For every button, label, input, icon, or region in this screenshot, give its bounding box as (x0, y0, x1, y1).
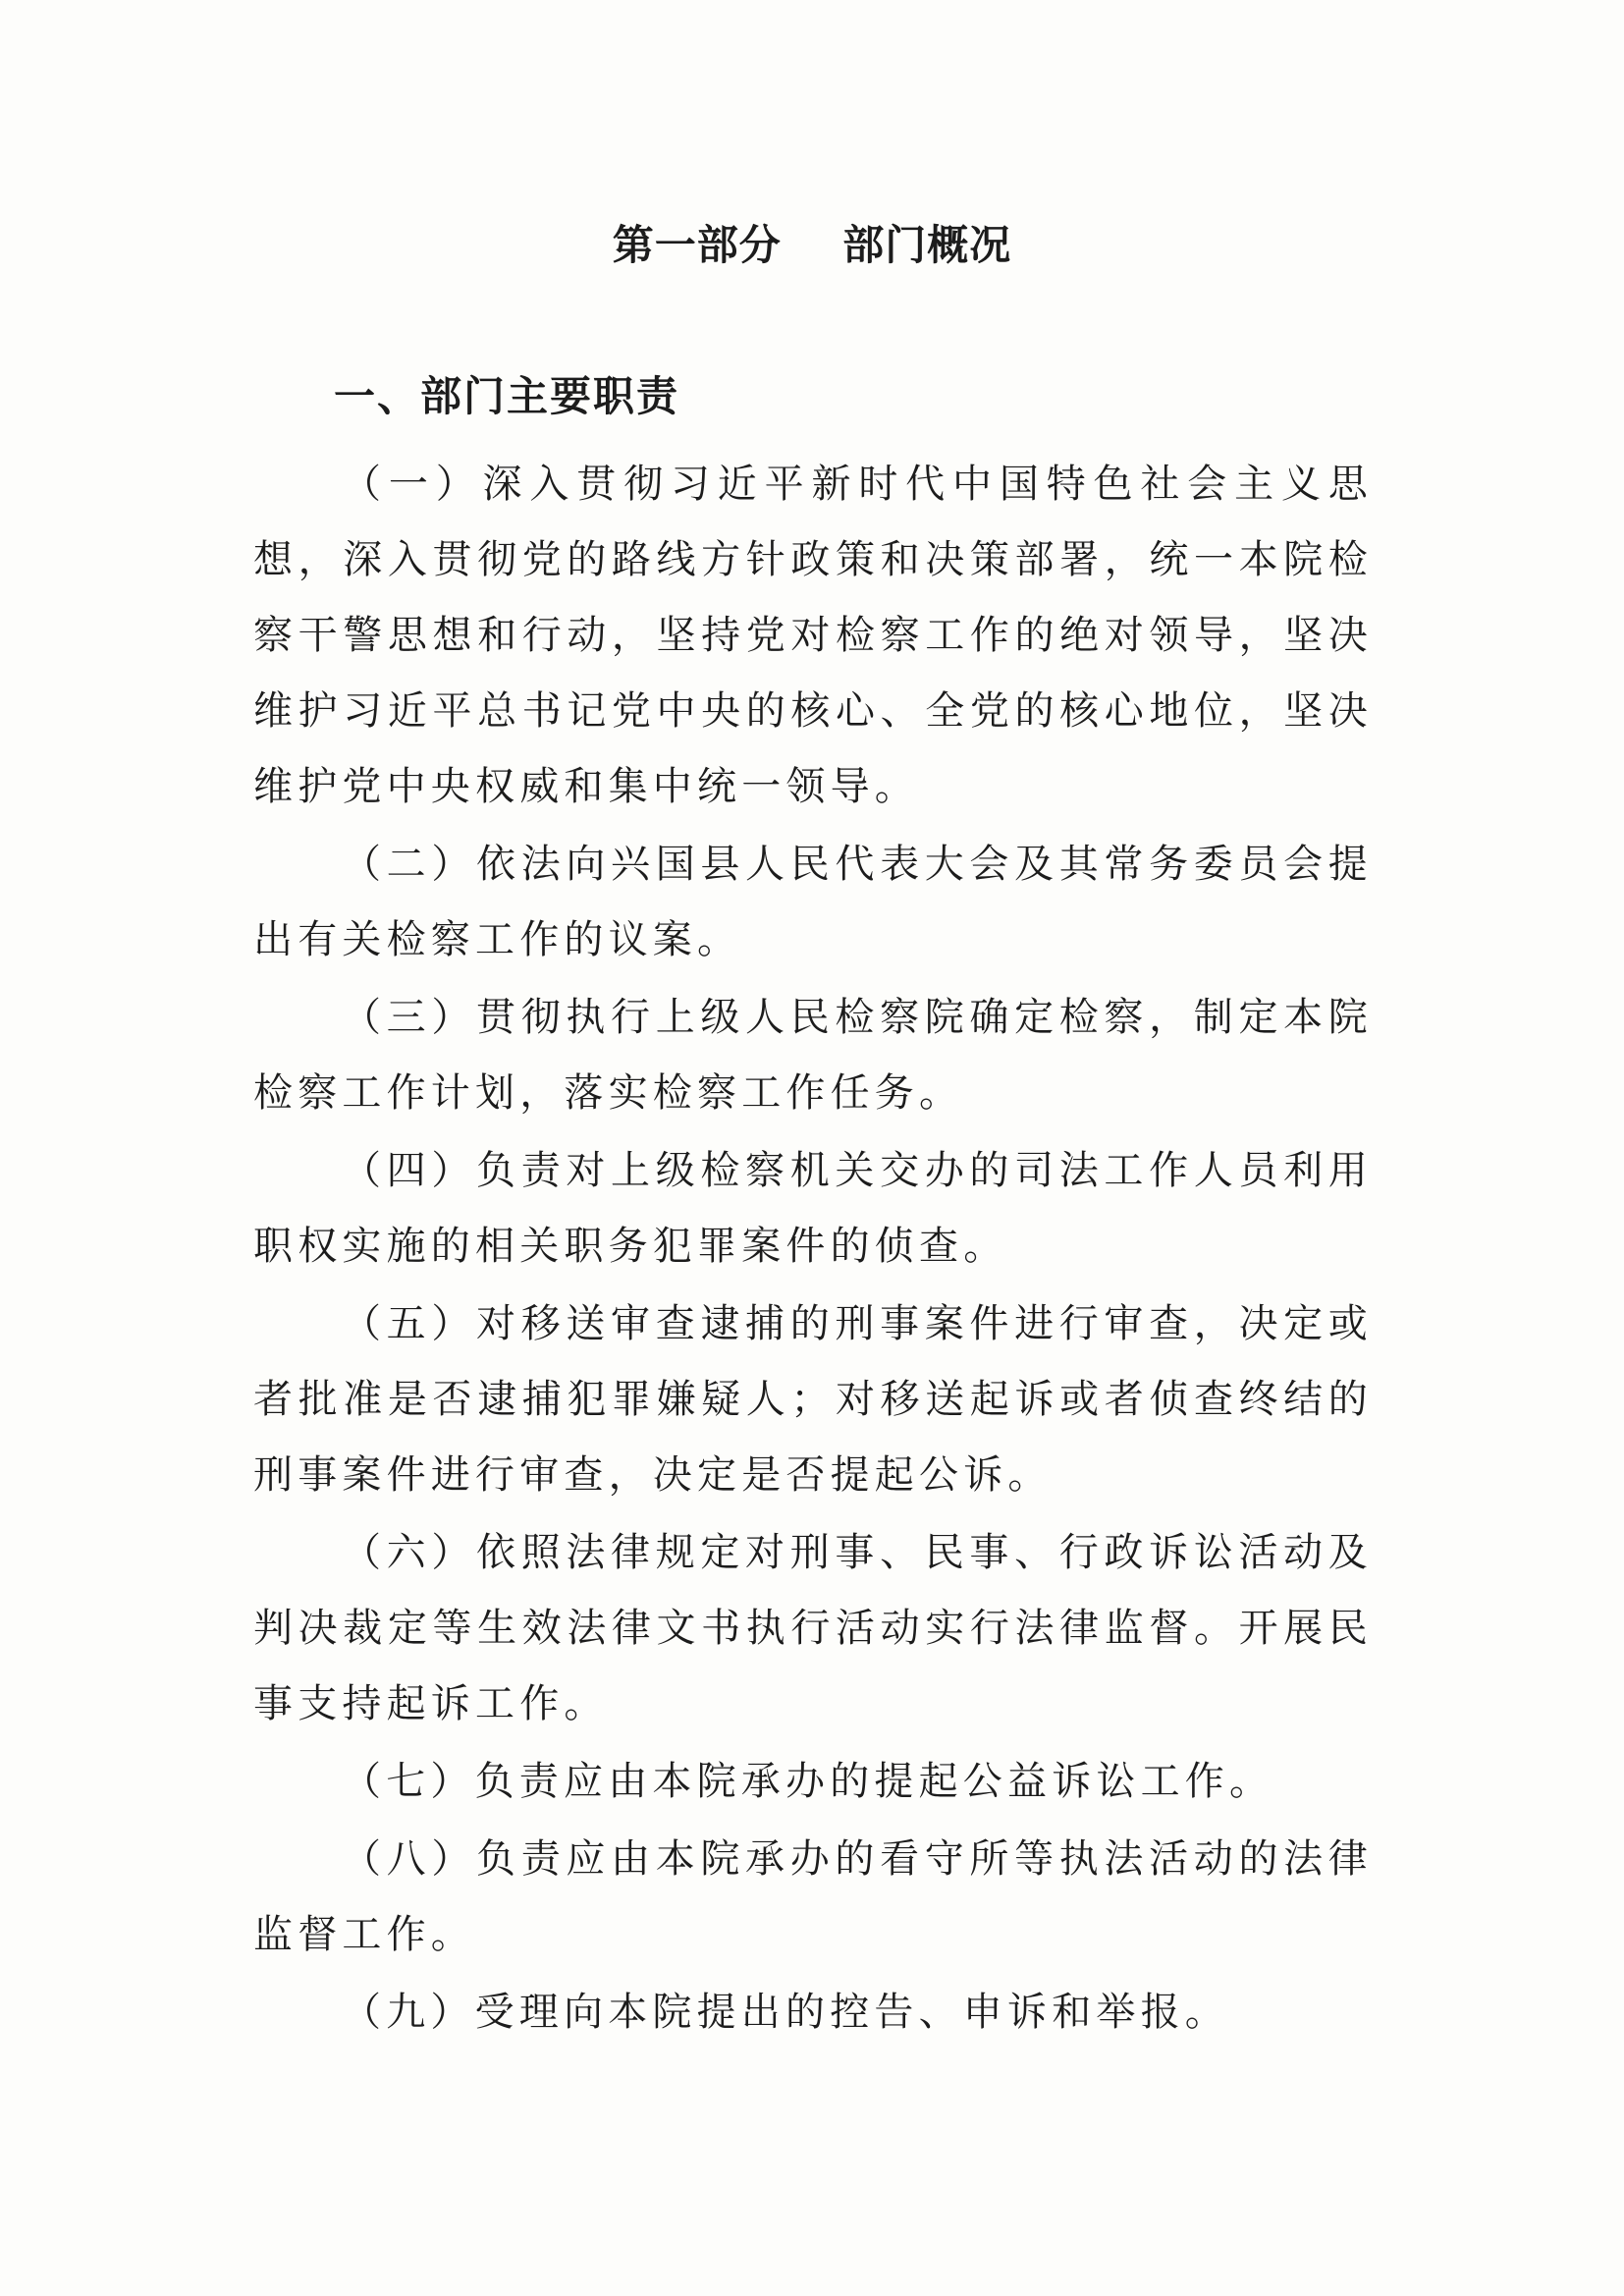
duty-paragraph: （五）对移送审查逮捕的刑事案件进行审查，决定或者批准是否逮捕犯罪嫌疑人；对移送起诉或者侦查终结的刑事案件进行审查，决定是否提起公诉。 (253, 1301, 1373, 1498)
duty-paragraph: （七）负责应由本院承办的提起公益诉讼工作。 (342, 1759, 1274, 1804)
duty-paragraph: （一）深入贯彻习近平新时代中国特色社会主义思想，深入贯彻党的路线方针政策和决策部署，统一本院检察干警思想和行动，坚持党对检察工作的绝对领导，坚决维护习近平总书记党中央的核心、全党的核心地位，坚决维护党中央权威和集中统一领导。 (253, 462, 1373, 809)
duty-paragraph: （九）受理向本院提出的控告、申诉和举报。 (342, 1990, 1229, 2035)
duties-list (253, 447, 1373, 2052)
part-title: 第一部分 部门概况 (612, 221, 1012, 269)
duty-paragraph: （二）依法向兴国县人民代表大会及其常务委员会提出有关检察工作的议案。 (253, 842, 1373, 962)
duty-paragraph: （四）负责对上级检察机关交办的司法工作人员利用职权实施的相关职务犯罪案件的侦查。 (253, 1148, 1373, 1269)
section-heading: 一、部门主要职责 (334, 372, 680, 420)
duty-paragraph: （八）负责应由本院承办的看守所等执法活动的法律监督工作。 (253, 1836, 1373, 1957)
duty-paragraph: （六）依照法律规定对刑事、民事、行政诉讼活动及判决裁定等生效法律文书执行活动实行法律监督。开展民事支持起诉工作。 (253, 1530, 1373, 1726)
duty-paragraph: （三）贯彻执行上级人民检察院确定检察，制定本院检察工作计划，落实检察工作任务。 (253, 995, 1373, 1116)
